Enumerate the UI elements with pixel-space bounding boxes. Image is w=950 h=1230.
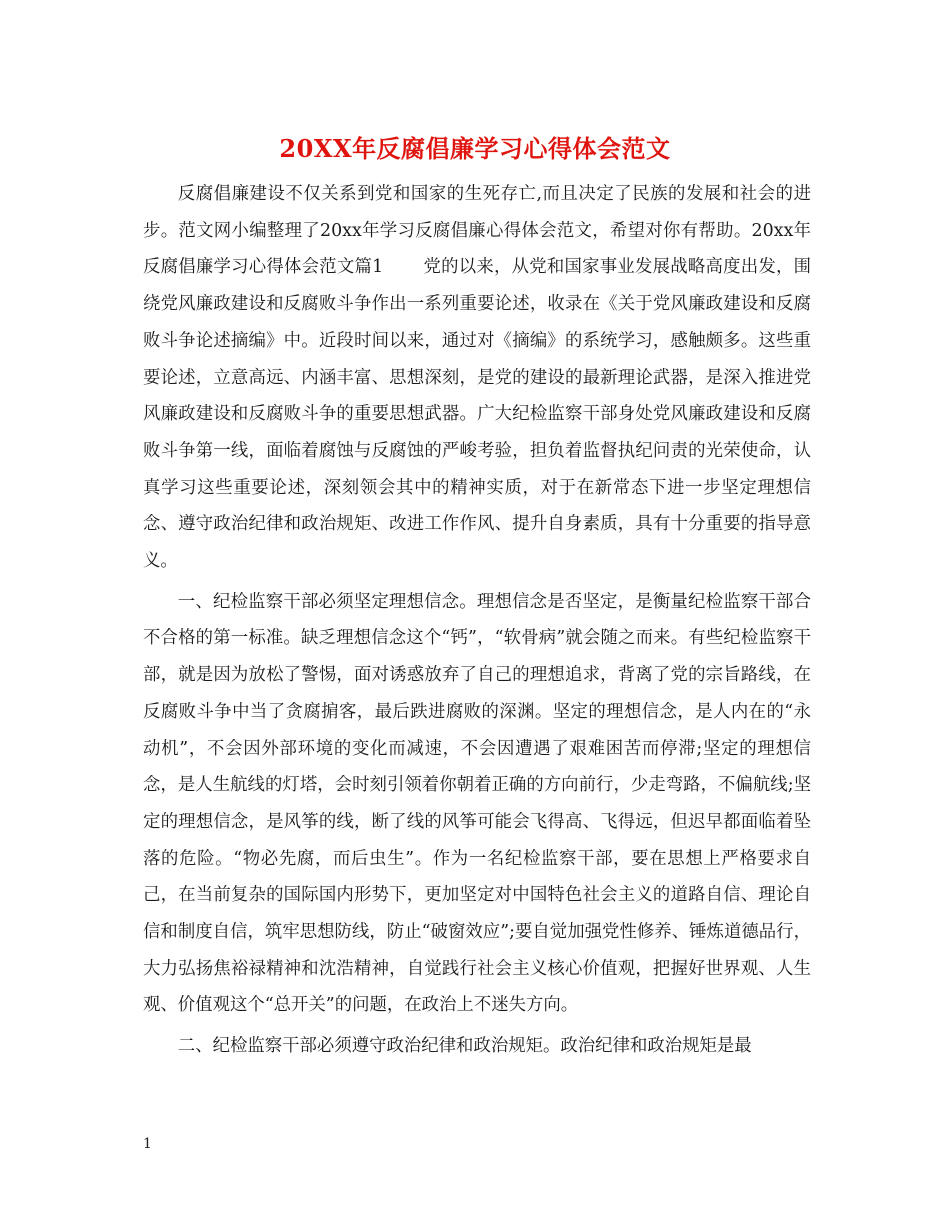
page-number: 1 [143,1136,152,1152]
intro-continued-text: 党的以来，从党和国家事业发展战略高度出发，围绕党风廉政建设和反腐败斗争作出一系列重要论述，收录在《关于党风廉政建设和反腐败斗争论述摘编》中。近段时间以来，通过对《摘编》的系统学习，感触颇多。这些重要论述，立意高远、内涵丰富、思想深刻，是党的建设的最新理论武器，是深入推进党风廉政建设和反腐败斗争的重要思想武器。广大纪检监察干部身处党风廉政建设和反腐败斗争第一线，面临着腐蚀与反腐蚀的严峻考验，担负着监督执纪问责的光荣使命，认真学习这些重要论述，深刻领会其中的精神实质，对于在新常态下进一步坚定理想信念、遵守政治纪律和政治规矩、改进工作作风、提升自身素质，具有十分重要的指导意义。 [143,257,811,572]
intro-text: 反腐倡廉建设不仅关系到党和国家的生死存亡,而且决定了民族的发展和社会的进步。范文网小编整理了20xx年学习反腐倡廉心得体会范文，希望对你有帮助。20xx年反腐倡廉学习心得体会范文篇1 [143,184,811,278]
document-body [143,176,811,1065]
document-title: 20XX年反腐倡廉学习心得体会范文 [279,134,671,163]
section-1-paragraph: 一、纪检监察干部必须坚定理想信念。理想信念是否坚定，是衡量纪检监察干部合不合格的第一标准。缺乏理想信念这个“钙”，“软骨病”就会随之而来。有些纪检监察干部，就是因为放松了警惕，面对诱惑放弃了自己的理想追求，背离了党的宗旨路线，在反腐败斗争中当了贪腐掮客，最后跌进腐败的深渊。坚定的理想信念，是人内在的“永动机”，不会因外部环境的变化而减速，不会因遭遇了艰难困苦而停滞;坚定的理想信念，是人生航线的灯塔，会时刻引领着你朝着正确的方向前行，少走弯路，不偏航线;坚定的理想信念，是风筝的线，断了线的风筝可能会飞得高、飞得远，但迟早都面临着坠落的危险。“物必先腐，而后虫生”。作为一名纪检监察干部，要在思想上严格要求自己，在当前复杂的国际国内形势下，更加坚定对中国特色社会主义的道路自信、理论自信和制度自信，筑牢思想防线，防止“破窗效应”;要自觉加强党性修养、锤炼道德品行，大力弘扬焦裕禄精神和沈浩精神，自觉践行社会主义核心价值观，把握好世界观、人生观、价值观这个“总开关”的问题，在政治上不迷失方向。 [143,591,811,1016]
intro-paragraph [143,176,811,580]
section-2-paragraph: 二、纪检监察干部必须遵守政治纪律和政治规矩。政治纪律和政治规矩是最 [177,1036,752,1057]
